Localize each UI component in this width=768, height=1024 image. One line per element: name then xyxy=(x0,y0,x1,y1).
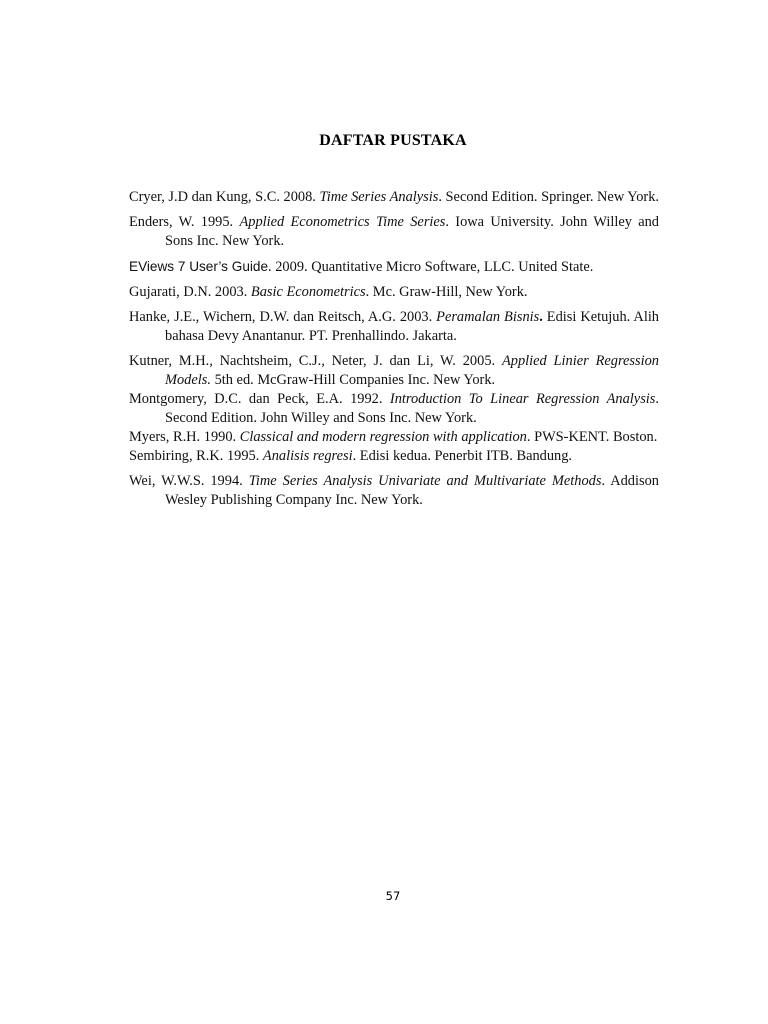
reference-list xyxy=(129,188,659,516)
reference-text: Sembiring, R.K. 1995. xyxy=(129,448,263,464)
reference-title: Applied Linier Regression Models. xyxy=(165,353,659,388)
reference-text: Wei, W.W.S. 1994. xyxy=(129,473,249,489)
reference-text: EViews 7 User’s Guide xyxy=(129,259,269,274)
reference-text: . 2009. Quantitative Micro Software, LLC. United State. xyxy=(268,259,594,275)
reference-text: . Addison Wesley Publishing Company Inc. New York. xyxy=(165,473,659,508)
reference-text: Hanke, J.E., Wichern, D.W. dan Reitsch, A.G. 2003. xyxy=(129,309,437,325)
reference-title: Classical and modern regression with application xyxy=(239,429,527,445)
reference-text: . xyxy=(539,309,543,325)
page-number: 57 xyxy=(385,889,401,903)
reference-text: . Iowa University. John Willey and Sons Inc. New York. xyxy=(165,214,659,249)
reference-entry xyxy=(129,257,659,277)
reference-text: Kutner, M.H., Nachtsheim, C.J., Neter, J. dan Li, W. 2005. xyxy=(129,353,502,369)
reference-text: Enders, W. 1995. xyxy=(129,214,240,230)
reference-text: . Second Edition. Springer. New York. xyxy=(438,189,660,205)
reference-entry xyxy=(129,428,659,447)
reference-title: Time Series Analysis Univariate and Multivariate Methods xyxy=(248,473,602,489)
reference-title: Introduction To Linear Regression Analysis xyxy=(389,391,656,407)
reference-text: Edisi Ketujuh. Alih bahasa Devy Anantanur. PT. Prenhallindo. Jakarta. xyxy=(165,309,660,344)
reference-text: Myers, R.H. 1990. xyxy=(129,429,240,445)
reference-text: 5th ed. McGraw-Hill Companies Inc. New York. xyxy=(210,372,496,388)
reference-text: Montgomery, D.C. dan Peck, E.A. 1992. xyxy=(129,391,390,407)
reference-title: Peramalan Bisnis xyxy=(436,309,540,325)
reference-title: Applied Econometrics Time Series xyxy=(239,214,446,230)
reference-title: Analisis regresi xyxy=(262,448,353,464)
reference-entry xyxy=(129,447,659,466)
reference-text: Gujarati, D.N. 2003. xyxy=(129,284,251,300)
reference-entry xyxy=(129,213,659,251)
reference-text: . Mc. Graw-Hill, New York. xyxy=(365,284,528,300)
reference-entry xyxy=(129,283,659,302)
reference-entry xyxy=(129,352,659,390)
reference-text: Cryer, J.D dan Kung, S.C. 2008. xyxy=(129,189,320,205)
reference-title: Basic Econometrics xyxy=(250,284,366,300)
reference-entry xyxy=(129,390,659,428)
reference-text: . Second Edition. John Willey and Sons Inc. New York. xyxy=(165,391,659,426)
reference-entry xyxy=(129,472,659,510)
reference-entry xyxy=(129,308,659,346)
reference-text: . PWS-KENT. Boston. xyxy=(526,429,658,445)
page-title: DAFTAR PUSTAKA xyxy=(319,132,467,149)
reference-text: . Edisi kedua. Penerbit ITB. Bandung. xyxy=(352,448,573,464)
reference-entry xyxy=(129,188,659,207)
reference-title: Time Series Analysis xyxy=(319,189,439,205)
